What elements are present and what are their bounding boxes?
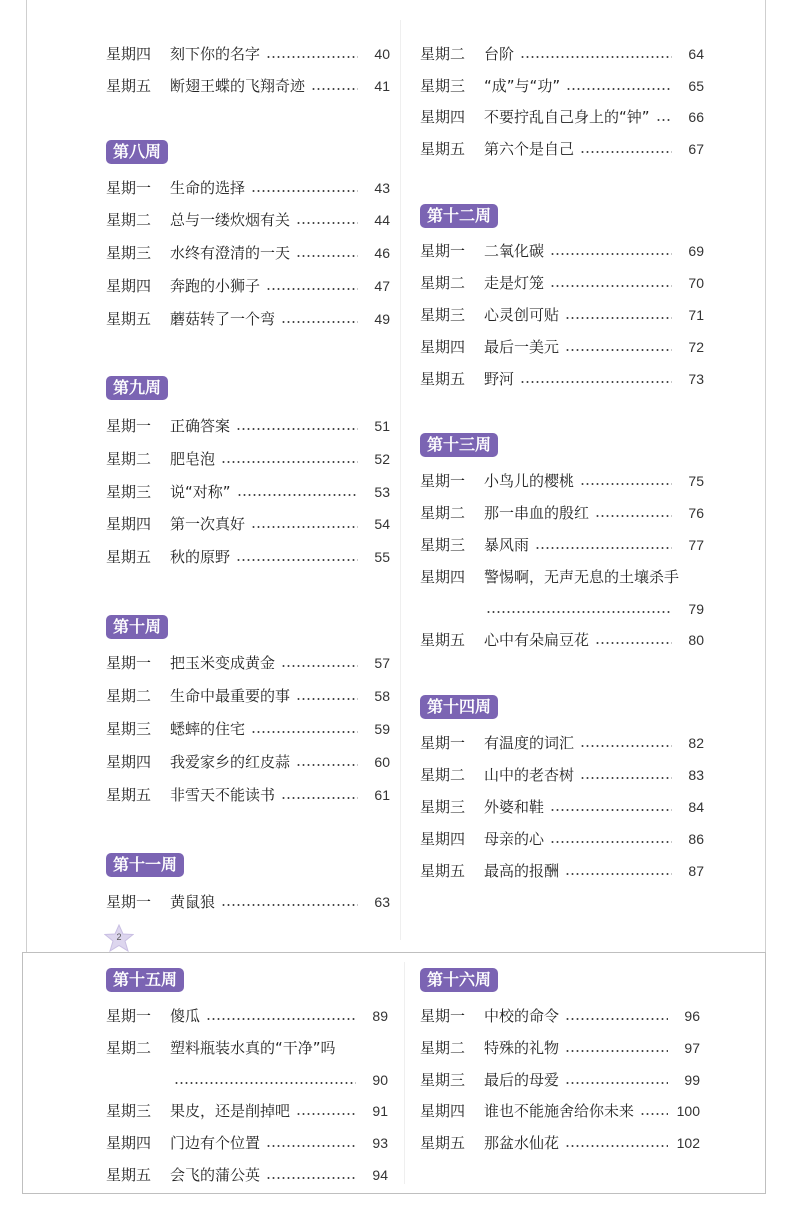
page-number: 2 [116, 932, 122, 942]
entry-day: 星期二 [420, 1039, 466, 1057]
leader-dots [565, 1018, 668, 1020]
entry-page: 77 [688, 537, 704, 553]
entry-page: 49 [374, 311, 390, 327]
toc-entry[interactable] [106, 74, 390, 98]
entry-page: 80 [688, 632, 704, 648]
toc-entry[interactable] [106, 241, 390, 265]
entry-page: 61 [374, 787, 390, 803]
entry-day: 星期一 [106, 1007, 152, 1025]
leader-dots [266, 288, 358, 290]
leader-dots [550, 285, 672, 287]
entry-page: 97 [684, 1040, 700, 1056]
leader-dots [565, 873, 672, 875]
entry-page: 47 [374, 278, 390, 294]
leader-dots [656, 119, 672, 121]
entry-title: 秋的原野 [170, 548, 231, 566]
leader-dots [251, 731, 358, 733]
entry-page: 65 [688, 78, 704, 94]
leader-dots [174, 1082, 356, 1084]
entry-title: 山中的老杏树 [484, 766, 575, 784]
toc-entry[interactable] [106, 1131, 388, 1155]
toc-entry[interactable] [420, 74, 704, 98]
entry-day: 星期五 [420, 140, 466, 158]
entry-page: 86 [688, 831, 704, 847]
entry-day: 星期一 [106, 654, 152, 672]
entry-day: 星期三 [420, 77, 466, 95]
leader-dots [565, 349, 672, 351]
leader-dots [296, 222, 358, 224]
entry-day: 星期三 [420, 536, 466, 554]
leader-dots [520, 381, 672, 383]
entry-day: 星期五 [106, 77, 152, 95]
leader-dots [221, 904, 358, 906]
entry-day: 星期二 [420, 504, 466, 522]
leader-dots [535, 547, 672, 549]
entry-day: 星期三 [106, 244, 152, 262]
leader-dots [580, 151, 672, 153]
entry-day: 星期四 [106, 1134, 152, 1152]
entry-day: 星期二 [420, 766, 466, 784]
leader-dots [281, 665, 358, 667]
entry-day: 星期二 [106, 1039, 152, 1057]
entry-page: 66 [688, 109, 704, 125]
toc-entry[interactable] [106, 783, 390, 807]
entry-title: 母亲的心 [484, 830, 545, 848]
entry-title: 总与一缕炊烟有关 [170, 211, 291, 229]
entry-title: 奔跑的小狮子 [170, 277, 261, 295]
entry-page: 83 [688, 767, 704, 783]
leader-dots [311, 88, 358, 90]
week-badge: 第十周 [106, 615, 168, 639]
toc-entry[interactable] [420, 533, 704, 557]
entry-day: 星期二 [106, 687, 152, 705]
entry-title: 不要拧乱自己身上的“钟” [484, 108, 650, 126]
toc-entry[interactable] [106, 480, 390, 504]
entry-page: 70 [688, 275, 704, 291]
entry-day: 星期五 [106, 548, 152, 566]
leader-dots [237, 494, 358, 496]
entry-title: 生命中最重要的事 [170, 687, 291, 705]
entry-title: 最后的母爱 [484, 1071, 560, 1089]
entry-title: 正确答案 [170, 417, 231, 435]
entry-title: 外婆和鞋 [484, 798, 545, 816]
leader-dots [296, 255, 358, 257]
leader-dots [236, 428, 358, 430]
leader-dots [565, 1050, 668, 1052]
entry-page: 57 [374, 655, 390, 671]
entry-page: 63 [374, 894, 390, 910]
entry-title: 蟋蟀的住宅 [170, 720, 246, 738]
entry-title: 肥皂泡 [170, 450, 216, 468]
entry-day: 星期二 [420, 45, 466, 63]
toc-entry[interactable] [420, 1131, 700, 1155]
entry-title: 第一次真好 [170, 515, 246, 533]
leader-dots [595, 642, 672, 644]
entry-page: 93 [372, 1135, 388, 1151]
toc-entry[interactable] [106, 512, 390, 536]
entry-page: 89 [372, 1008, 388, 1024]
entry-page: 99 [684, 1072, 700, 1088]
toc-entry[interactable] [106, 176, 390, 200]
entry-title: 傻瓜 [170, 1007, 201, 1025]
entry-day: 星期四 [420, 1102, 466, 1120]
toc-entry[interactable] [420, 628, 704, 652]
leader-dots [296, 698, 358, 700]
toc-entry-continued[interactable] [486, 597, 704, 621]
entry-page: 59 [374, 721, 390, 737]
week-badge: 第十三周 [420, 433, 498, 457]
leader-dots [595, 515, 672, 517]
entry-title: 非雪天不能读书 [170, 786, 276, 804]
leader-dots [565, 1082, 668, 1084]
leader-dots [550, 841, 672, 843]
leader-dots [281, 797, 358, 799]
entry-day: 星期一 [106, 893, 152, 911]
page-number-star [104, 924, 134, 952]
entry-title: 最高的报酬 [484, 862, 560, 880]
entry-page: 94 [372, 1167, 388, 1183]
entry-day: 星期三 [106, 483, 152, 501]
week-badge: 第十六周 [420, 968, 498, 992]
entry-title: 说“对称” [170, 483, 231, 501]
week-badge: 第十五周 [106, 968, 184, 992]
toc-entry[interactable] [420, 731, 704, 755]
entry-day: 星期四 [420, 338, 466, 356]
column-divider-next [404, 962, 405, 1184]
entry-title: 水终有澄清的一天 [170, 244, 291, 262]
toc-entry-continued[interactable] [174, 1068, 388, 1092]
entry-page: 87 [688, 863, 704, 879]
toc-entry[interactable] [420, 859, 704, 883]
entry-page: 44 [374, 212, 390, 228]
entry-title: 特殊的礼物 [484, 1039, 560, 1057]
leader-dots [565, 317, 672, 319]
toc-entry[interactable] [420, 469, 704, 493]
entry-page: 90 [372, 1072, 388, 1088]
leader-dots [486, 611, 672, 613]
entry-page: 72 [688, 339, 704, 355]
entry-page: 91 [372, 1103, 388, 1119]
entry-title: 那盆水仙花 [484, 1134, 560, 1152]
entry-day: 星期三 [106, 720, 152, 738]
entry-page: 67 [688, 141, 704, 157]
toc-entry[interactable] [106, 1004, 388, 1028]
toc-entry[interactable] [106, 545, 390, 569]
toc-entry[interactable] [106, 42, 390, 66]
entry-day: 星期一 [106, 179, 152, 197]
entry-title: 警惕啊，无声无息的土壤杀手 [484, 568, 680, 586]
leader-dots [221, 461, 358, 463]
entry-title: 野河 [484, 370, 515, 388]
leader-dots [296, 1113, 356, 1115]
toc-entry[interactable] [420, 795, 704, 819]
entry-title: 小鸟儿的樱桃 [484, 472, 575, 490]
leader-dots [206, 1018, 356, 1020]
entry-title: 最后一美元 [484, 338, 560, 356]
entry-title: 会飞的蒲公英 [170, 1166, 261, 1184]
entry-page: 71 [688, 307, 704, 323]
leader-dots [281, 321, 358, 323]
entry-title: 心中有朵扁豆花 [484, 631, 590, 649]
entry-title: 塑料瓶装水真的“干净”吗 [170, 1039, 336, 1057]
entry-day: 星期一 [420, 472, 466, 490]
entry-day: 星期二 [106, 211, 152, 229]
entry-title: 台阶 [484, 45, 515, 63]
leader-dots [565, 1145, 668, 1147]
entry-day: 星期三 [420, 1071, 466, 1089]
toc-entry[interactable] [420, 42, 704, 66]
entry-title: 黄鼠狼 [170, 893, 216, 911]
entry-page: 73 [688, 371, 704, 387]
toc-entry[interactable] [106, 890, 390, 914]
week-badge: 第十二周 [420, 204, 498, 228]
entry-page: 96 [684, 1008, 700, 1024]
entry-page: 41 [374, 78, 390, 94]
week-badge: 第八周 [106, 140, 168, 164]
entry-title: 我爱家乡的红皮蒜 [170, 753, 291, 771]
leader-dots [266, 1177, 356, 1179]
entry-page: 43 [374, 180, 390, 196]
entry-day: 星期五 [420, 1134, 466, 1152]
leader-dots [580, 745, 672, 747]
entry-page: 100 [676, 1103, 700, 1119]
toc-entry[interactable] [420, 1068, 700, 1092]
entry-day: 星期二 [106, 450, 152, 468]
entry-page: 51 [374, 418, 390, 434]
toc-entry[interactable] [106, 414, 390, 438]
entry-page: 76 [688, 505, 704, 521]
toc-entry[interactable] [106, 1099, 388, 1123]
entry-page: 75 [688, 473, 704, 489]
entry-title: 那一串血的殷红 [484, 504, 590, 522]
toc-entry[interactable] [420, 303, 704, 327]
toc-entry[interactable] [420, 1004, 700, 1028]
toc-entry[interactable] [420, 367, 704, 391]
entry-page: 40 [374, 46, 390, 62]
entry-day: 星期四 [106, 753, 152, 771]
leader-dots [266, 56, 358, 58]
toc-entry[interactable] [420, 501, 704, 525]
entry-title: 中校的命令 [484, 1007, 560, 1025]
leader-dots [580, 777, 672, 779]
leader-dots [296, 764, 358, 766]
toc-entry[interactable] [420, 565, 704, 589]
toc-entry[interactable] [420, 239, 704, 263]
toc-entry[interactable] [106, 651, 390, 675]
entry-title: 暴风雨 [484, 536, 530, 554]
entry-page: 82 [688, 735, 704, 751]
entry-day: 星期四 [106, 45, 152, 63]
entry-title: 蘑菇转了一个弯 [170, 310, 276, 328]
toc-entry[interactable] [420, 1036, 700, 1060]
leader-dots [251, 526, 358, 528]
week-badge: 第九周 [106, 376, 168, 400]
toc-entry[interactable] [420, 827, 704, 851]
toc-entry[interactable] [106, 684, 390, 708]
leader-dots [236, 559, 358, 561]
entry-title: “成”与“功” [484, 77, 561, 95]
leader-dots [251, 190, 358, 192]
entry-title: 门边有个位置 [170, 1134, 261, 1152]
entry-day: 星期一 [420, 1007, 466, 1025]
entry-day: 星期三 [106, 1102, 152, 1120]
entry-day: 星期三 [420, 306, 466, 324]
entry-page: 64 [688, 46, 704, 62]
entry-title: 刻下你的名字 [170, 45, 261, 63]
entry-page: 79 [688, 601, 704, 617]
entry-title: 心灵创可贴 [484, 306, 560, 324]
entry-day: 星期四 [420, 568, 466, 586]
leader-dots [640, 1113, 668, 1115]
entry-day: 星期五 [106, 1166, 152, 1184]
entry-page: 84 [688, 799, 704, 815]
entry-title: 把玉米变成黄金 [170, 654, 276, 672]
toc-entry[interactable] [106, 717, 390, 741]
entry-day: 星期五 [420, 862, 466, 880]
entry-title: 断翅王蝶的飞翔奇迹 [170, 77, 306, 95]
leader-dots [550, 253, 672, 255]
entry-day: 星期四 [106, 277, 152, 295]
entry-title: 第六个是自己 [484, 140, 575, 158]
entry-page: 52 [374, 451, 390, 467]
toc-entry[interactable] [420, 105, 704, 129]
leader-dots [550, 809, 672, 811]
entry-title: 谁也不能施舍给你未来 [484, 1102, 635, 1120]
leader-dots [580, 483, 672, 485]
entry-page: 54 [374, 516, 390, 532]
leader-dots [266, 1145, 356, 1147]
toc-entry[interactable] [420, 1099, 700, 1123]
entry-day: 星期五 [106, 310, 152, 328]
entry-day: 星期一 [420, 242, 466, 260]
entry-day: 星期二 [420, 274, 466, 292]
entry-title: 生命的选择 [170, 179, 246, 197]
entry-title: 果皮，还是削掉吧 [170, 1102, 291, 1120]
entry-day: 星期三 [420, 798, 466, 816]
toc-entry[interactable] [106, 1163, 388, 1187]
toc-entry[interactable] [106, 208, 390, 232]
entry-day: 星期一 [420, 734, 466, 752]
toc-entry[interactable] [420, 763, 704, 787]
leader-dots [520, 56, 672, 58]
entry-page: 58 [374, 688, 390, 704]
entry-page: 69 [688, 243, 704, 259]
entry-day: 星期五 [420, 631, 466, 649]
toc-entry[interactable] [106, 274, 390, 298]
entry-day: 星期四 [420, 830, 466, 848]
entry-day: 星期一 [106, 417, 152, 435]
entry-day: 星期四 [420, 108, 466, 126]
entry-title: 二氧化碳 [484, 242, 545, 260]
week-badge: 第十一周 [106, 853, 184, 877]
entry-page: 60 [374, 754, 390, 770]
toc-entry[interactable] [106, 750, 390, 774]
entry-day: 星期五 [106, 786, 152, 804]
toc-entry[interactable] [420, 271, 704, 295]
entry-page: 46 [374, 245, 390, 261]
toc-entry[interactable] [420, 137, 704, 161]
toc-entry[interactable] [106, 307, 390, 331]
entry-page: 102 [676, 1135, 700, 1151]
entry-day: 星期五 [420, 370, 466, 388]
column-divider [400, 20, 401, 940]
entry-title: 有温度的词汇 [484, 734, 575, 752]
week-badge: 第十四周 [420, 695, 498, 719]
entry-title: 走是灯笼 [484, 274, 545, 292]
toc-entry[interactable] [106, 1036, 388, 1060]
entry-page: 55 [374, 549, 390, 565]
entry-day: 星期四 [106, 515, 152, 533]
toc-entry[interactable] [420, 335, 704, 359]
entry-page: 53 [374, 484, 390, 500]
leader-dots [566, 88, 672, 90]
toc-entry[interactable] [106, 447, 390, 471]
